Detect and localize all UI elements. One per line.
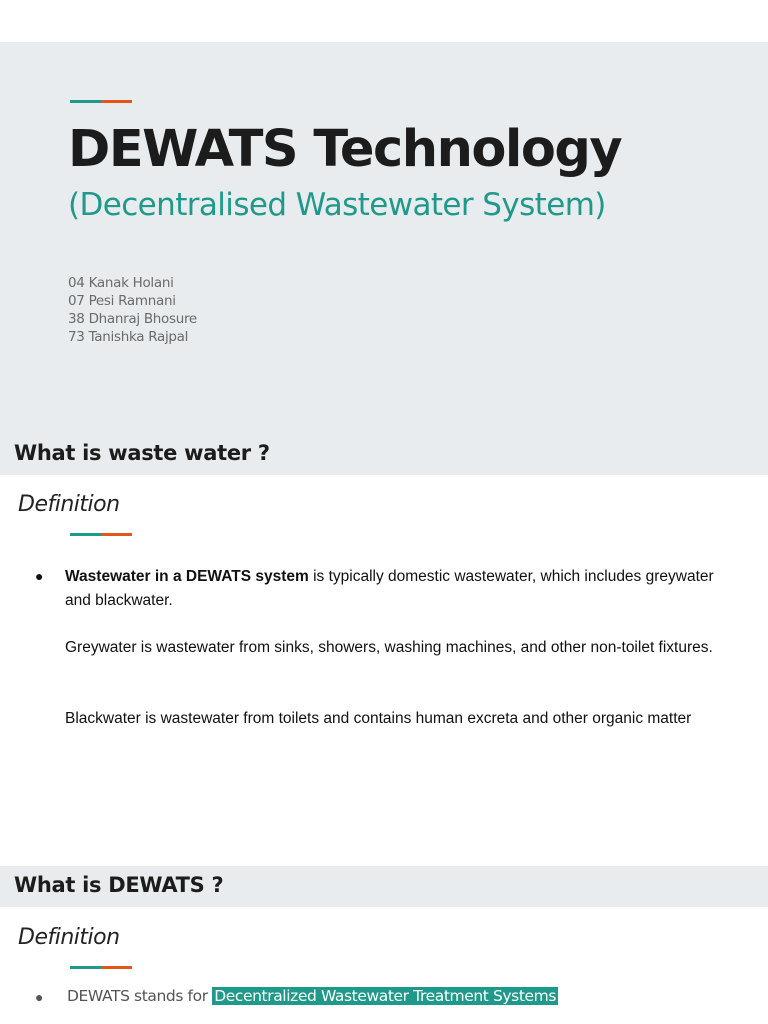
definition-label: Definition xyxy=(18,492,120,517)
highlighted-term: Decentralized Wastewater Treatment Systems xyxy=(214,987,557,1005)
author-list xyxy=(68,274,197,346)
bullet-bold-text: Wastewater in a DEWATS system xyxy=(65,568,309,585)
accent-bar xyxy=(70,966,132,969)
dewats-definition-text xyxy=(67,987,558,1005)
accent-bar xyxy=(70,533,132,536)
author-item: 73 Tanishka Rajpal xyxy=(68,329,189,345)
section-heading: What is waste water ? xyxy=(14,441,270,465)
greywater-paragraph: Greywater is wastewater from sinks, showers, washing machines, and other non-toilet fixtures. xyxy=(65,639,713,656)
section-header-waste-water xyxy=(0,434,768,475)
bullet-dot: ● xyxy=(35,989,44,1005)
bullet-rest-text: is typically domestic wastewater, which includes greywater and blackwater. xyxy=(65,568,714,609)
section-header-dewats xyxy=(0,866,768,907)
dewats-prefix: DEWATS stands for xyxy=(67,987,213,1005)
blackwater-paragraph: Blackwater is wastewater from toilets and contains human excreta and other organic matter xyxy=(65,710,692,727)
definition-label: Definition xyxy=(18,925,120,950)
author-item: 38 Dhanraj Bhosure xyxy=(68,311,197,327)
title-slide xyxy=(0,42,768,474)
author-item: 07 Pesi Ramnani xyxy=(68,293,176,309)
presentation-subtitle: (Decentralised Wastewater System) xyxy=(68,187,606,223)
wastewater-bullet-text xyxy=(65,565,735,612)
section-heading: What is DEWATS ? xyxy=(14,873,224,897)
accent-bar xyxy=(70,100,132,103)
presentation-title: DEWATS Technology xyxy=(68,120,622,179)
author-item: 04 Kanak Holani xyxy=(68,275,174,291)
bullet-dot: ● xyxy=(35,568,44,584)
